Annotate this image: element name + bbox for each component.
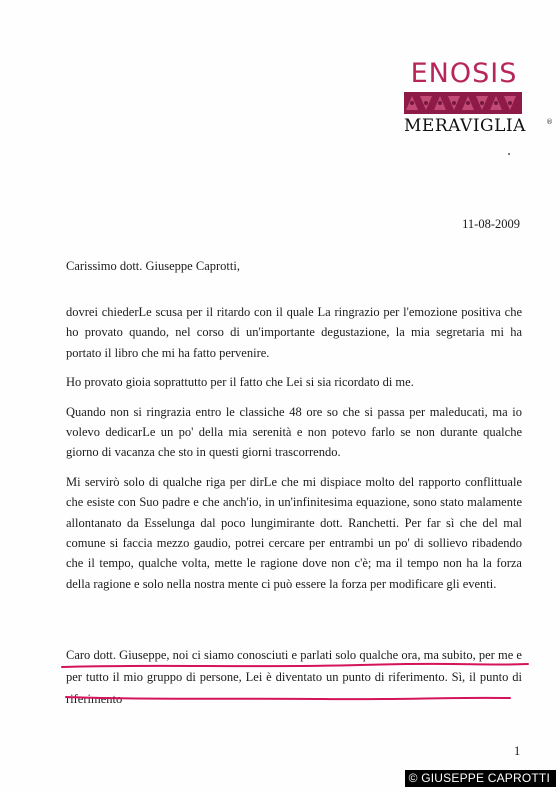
copyright-watermark: © GIUSEPPE CAPROTTI [405,770,556,787]
body-paragraph: dovrei chiederLe scusa per il ritardo con il quale La ringrazio per l'emozione positiva che ho provato quando, nel corso di un'importante degustazione, la mia segretaria mi ha portato il libro che mi ha fatto pervenire. [66,305,522,360]
enosis-logo [404,58,553,148]
page-number: 1 [514,744,521,758]
ink-dot [508,153,510,155]
logo-brand-text: ENOSIS [410,58,518,89]
body-paragraph: Ho provato gioia soprattutto per il fatto che Lei si sia ricordato di me. [66,375,414,390]
body-paragraph: Mi servirò solo di qualche riga per dirLe che mi dispiace molto del rapporto conflittuale che esiste con Suo padre e che anch'io, in un'infinitesima equazione, sono stato malamente allontanato da Esselunga dal poco lungimirante dott. Ranchetti. Per far sì che del mal comune si faccia mezzo gaudio, potrei cercare per entrambi un po' di sollievo ribadendo che il tempo, qualche volta, mette le ragione dove non c'è; ma il tempo non ha la forza della ragione e solo nella nostra mente ci può essere la forza per modificare gli eventi. [66,474,522,591]
registered-mark: ® [546,118,553,126]
highlighted-paragraph-text: Caro dott. Giuseppe, noi ci siamo conosciuti e parlati solo qualche ora, ma subito, per me e per tutto il mio gruppo di persone, Lei è diventato un punto di riferimento. Sì, il punto di riferimento [66,648,522,706]
pen-underline [64,694,512,702]
letter-date: 11-08-2009 [462,217,520,231]
letter-greeting: Carissimo dott. Giuseppe Caprotti, [66,259,240,273]
letter-body [66,302,522,603]
logo-pattern-band [404,92,522,114]
body-paragraph: Quando non si ringrazia entro le classiche 48 ore so che si passa per maleducati, ma io volevo dedicarLe un po' della mia serenità e non potevo farlo se non durante qualche giorno di vacanza che sto in questi giorni trascorrendo. [66,404,522,460]
pen-underline [60,662,530,670]
logo-sub-text: MERAVIGLIA [404,116,526,136]
